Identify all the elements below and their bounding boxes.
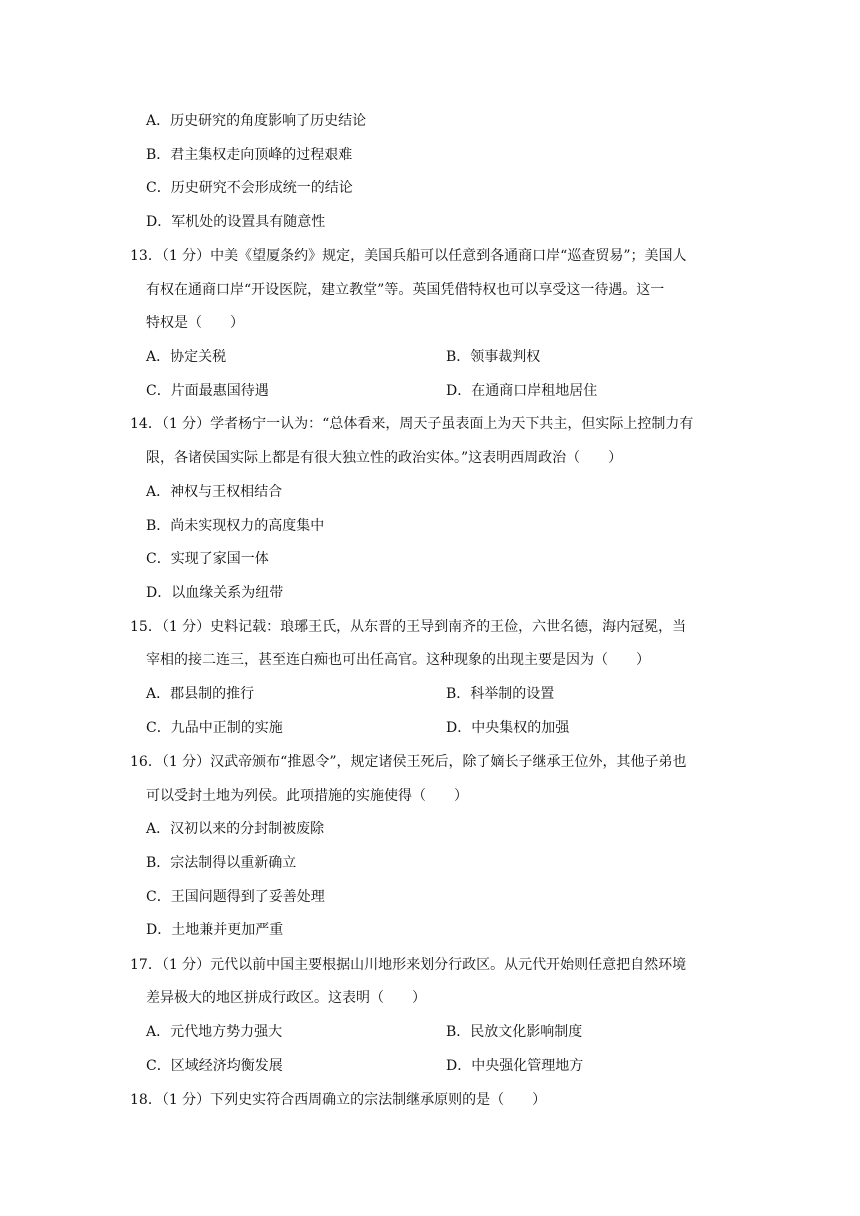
- q14-stem-line-1: 14．（1 分）学者杨宁一认为：“总体看来，周天子虽表面上为天下共主，但实际上控制力有: [130, 416, 694, 432]
- q13-stem-line-2: 有权在通商口岸“开设医院，建立教堂”等。英国凭借特权也可以享受这一待遇。这一: [146, 282, 665, 298]
- q17-option-a: A．元代地方势力强大: [146, 1024, 283, 1040]
- q13-option-b: B．领事裁判权: [446, 349, 541, 365]
- q15-stem-line-2: 宰相的接二连三，甚至连白痴也可出任高官。这种现象的出现主要是因为（ ）: [146, 652, 650, 668]
- q15-option-c: C．九品中正制的实施: [146, 720, 283, 736]
- q17-stem-line-1: 17．（1 分）元代以前中国主要根据山川地形来划分行政区。从元代开始则任意把自然环境: [130, 957, 687, 973]
- q13-option-a: A．协定关税: [146, 349, 227, 365]
- q17-option-c: C．区域经济均衡发展: [146, 1058, 283, 1074]
- q12-option-c: C．历史研究不会形成统一的结论: [146, 180, 353, 196]
- q17-option-b: B．民放文化影响制度: [446, 1024, 583, 1040]
- q12-option-b: B．君主集权走向顶峰的过程艰难: [146, 147, 353, 163]
- q14-option-c: C．实现了家国一体: [146, 551, 269, 567]
- q14-option-d: D．以血缘关系为纽带: [146, 585, 284, 601]
- q13-option-c: C．片面最惠国待遇: [146, 383, 269, 399]
- q16-stem-line-2: 可以受封土地为列侯。此项措施的实施使得（ ）: [146, 788, 468, 804]
- q15-option-b: B．科举制的设置: [446, 686, 555, 702]
- q17-stem-line-2: 差异极大的地区拼成行政区。这表明（ ）: [146, 990, 426, 1006]
- q16-option-b: B．宗法制得以重新确立: [146, 855, 297, 871]
- q18-stem-line-1: 18．（1 分）下列史实符合西周确立的宗法制继承原则的是（ ）: [130, 1092, 547, 1108]
- q14-stem-line-2: 限，各诸侯国实际上都是有很大独立性的政治实体。”这表明西周政治（ ）: [146, 450, 623, 466]
- q12-option-a: A．历史研究的角度影响了历史结论: [146, 113, 367, 129]
- q13-stem-line-1: 13．（1 分）中美《望厦条约》规定，美国兵船可以任意到各通商口岸“巡查贸易”；美国人: [130, 248, 687, 264]
- q14-option-a: A．神权与王权相结合: [146, 484, 283, 500]
- q15-option-d: D．中央集权的加强: [446, 720, 570, 736]
- q12-option-d: D．军机处的设置具有随意性: [146, 214, 326, 230]
- q15-option-a: A．郡县制的推行: [146, 686, 255, 702]
- q17-option-d: D．中央强化管理地方: [446, 1058, 584, 1074]
- q14-option-b: B．尚未实现权力的高度集中: [146, 518, 325, 534]
- q13-stem-line-3: 特权是（ ）: [146, 315, 244, 331]
- q16-option-a: A．汉初以来的分封制被废除: [146, 821, 325, 837]
- q13-option-d: D．在通商口岸租地居住: [446, 383, 598, 399]
- q16-option-d: D．土地兼并更加严重: [146, 922, 284, 938]
- q16-stem-line-1: 16．（1 分）汉武帝颁布“推恩令”，规定诸侯王死后，除了嫡长子继承王位外，其他子弟也: [130, 754, 687, 770]
- q16-option-c: C．王国问题得到了妥善处理: [146, 889, 325, 905]
- q15-stem-line-1: 15．（1 分）史料记载：琅琊王氏，从东晋的王导到南齐的王俭，六世名德，海内冠冕，当: [130, 619, 687, 635]
